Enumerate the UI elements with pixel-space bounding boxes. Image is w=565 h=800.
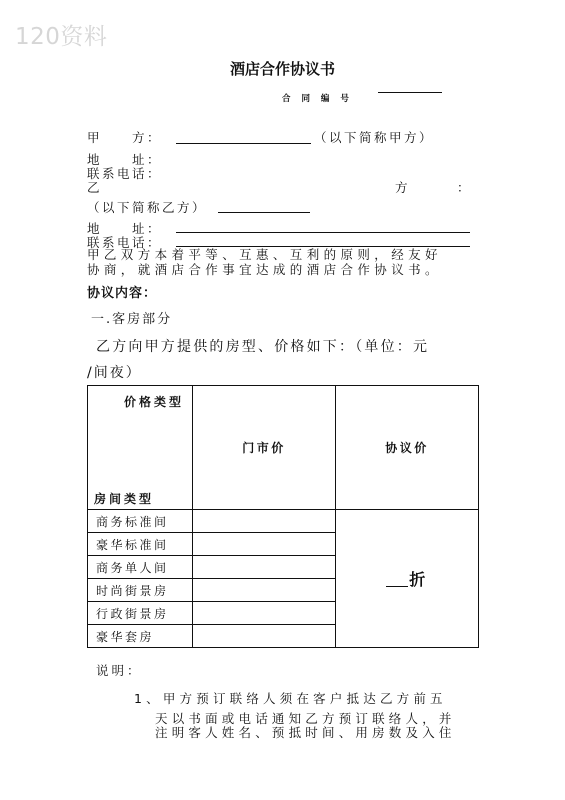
section-heading: 协议内容： xyxy=(87,286,158,301)
note-1-line-1: 1、甲方预订联络人须在客户抵达乙方前五 xyxy=(134,691,447,706)
subsection-heading: 一.客房部分 xyxy=(91,312,173,327)
market-price-cell xyxy=(193,602,336,625)
price-intro-line-2: /间夜） xyxy=(87,365,142,381)
document-title: 酒店合作协议书 xyxy=(229,60,335,78)
note-1-line-2: 天以书面或电话通知乙方预订联络人，并 xyxy=(155,711,456,726)
notes-label: 说明： xyxy=(96,663,143,678)
party-b-colon: ： xyxy=(457,180,473,195)
agreement-price-header: 协议价 xyxy=(336,386,479,510)
watermark: 120资料 xyxy=(15,24,108,50)
party-b-address-label: 地 址： xyxy=(87,221,163,236)
party-a-phone-label: 联系电话： xyxy=(87,166,163,181)
party-a-label: 甲 方： xyxy=(87,130,163,145)
party-b-label-2: 方 xyxy=(395,180,411,195)
price-intro-line-1: 乙方向甲方提供的房型、价格如下：（单位：元 xyxy=(96,339,430,355)
party-b-phone-label: 联系电话： xyxy=(87,235,163,250)
contract-number-line xyxy=(378,92,442,93)
market-price-cell xyxy=(193,556,336,579)
discount-blank xyxy=(386,586,408,587)
room-type-cell: 时尚街景房 xyxy=(88,579,193,602)
intro-line-1: 甲乙双方本着平等、互惠、互利的原则，经友好 xyxy=(87,247,442,262)
contract-number-label: 合 同 编 号 xyxy=(282,94,353,104)
room-type-cell: 商务单人间 xyxy=(88,556,193,579)
party-a-suffix: （以下简称甲方） xyxy=(314,130,435,145)
market-price-cell xyxy=(193,510,336,533)
note-1-line-3: 注明客人姓名、预抵时间、用房数及入住 xyxy=(155,725,456,740)
price-table xyxy=(87,385,479,648)
room-type-cell: 豪华标准间 xyxy=(88,533,193,556)
intro-line-2: 协商，就酒店合作事宜达成的酒店合作协议书。 xyxy=(87,262,442,277)
market-price-cell xyxy=(193,533,336,556)
party-a-name-line xyxy=(176,143,311,144)
room-type-label: 房间类型 xyxy=(94,492,155,506)
market-price-header: 门市价 xyxy=(193,386,336,510)
party-b-suffix-line xyxy=(218,212,310,213)
market-price-cell xyxy=(193,625,336,648)
party-b-suffix: （以下简称乙方） xyxy=(87,200,208,215)
discount-label: 折 xyxy=(409,570,428,589)
price-type-label: 价格类型 xyxy=(123,395,184,409)
market-price-cell xyxy=(193,579,336,602)
party-a-address-label: 地 址： xyxy=(87,152,163,167)
party-b-address-line xyxy=(176,232,470,233)
corner-header-cell xyxy=(88,386,193,510)
room-type-cell: 商务标准间 xyxy=(88,510,193,533)
room-type-cell: 豪华套房 xyxy=(88,625,193,648)
party-b-label: 乙 xyxy=(87,180,103,195)
room-type-cell: 行政街景房 xyxy=(88,602,193,625)
agreement-discount-cell xyxy=(336,510,479,648)
